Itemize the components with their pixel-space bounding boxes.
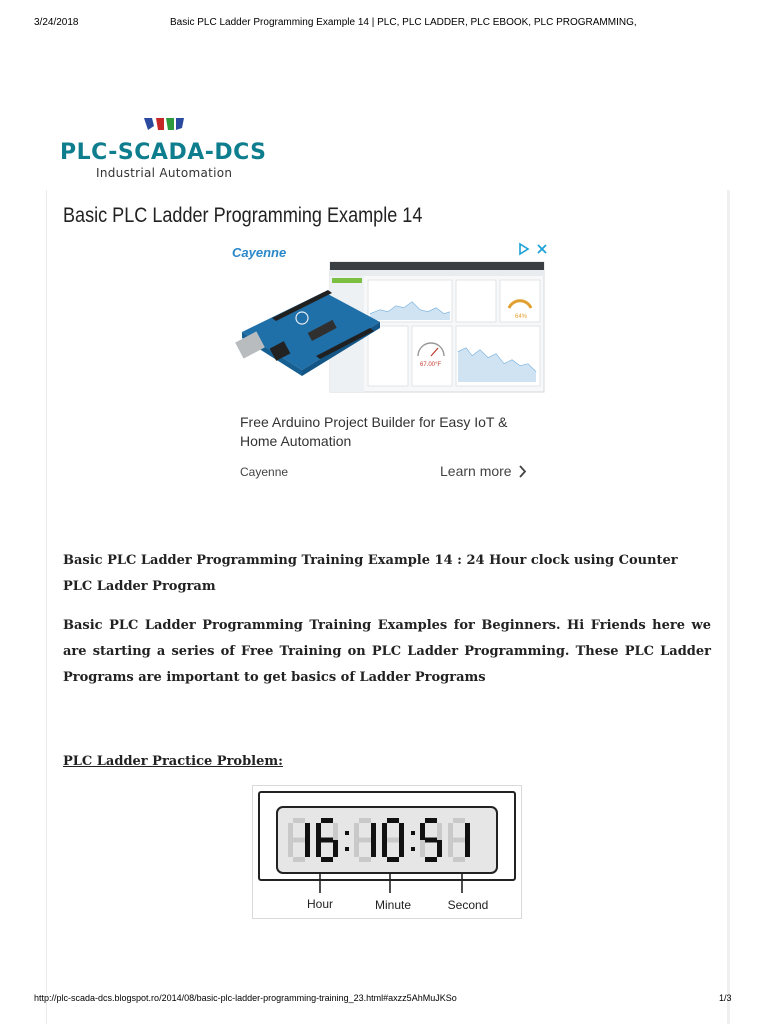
segment-on [399,823,404,840]
segment-off [354,823,359,840]
segment-off [420,840,425,857]
segment-on [425,818,437,823]
segment-off [288,823,293,840]
segment-off [359,818,371,823]
segment-off [437,823,442,840]
segment-off [333,823,338,840]
clock-label-second: Second [447,898,489,912]
clock-label-hour: Hour [306,897,334,911]
print-page-title: Basic PLC Ladder Programming Example 14 | PLC, PLC LADDER, PLC EBOOK, PLC PROGRAMMING, [170,17,637,28]
segment-off [387,838,399,843]
segment-off [453,857,465,862]
segment-on [437,840,442,857]
ad-headline[interactable]: Free Arduino Project Builder for Easy IoT & Home Automation [240,414,508,449]
segment-on [371,840,376,857]
section-heading: PLC Ladder Practice Problem: [63,754,283,769]
segment-on [387,818,399,823]
print-url[interactable]: http://plc-scada-dcs.blogspot.ro/2014/08/basic-plc-ladder-programming-training_23.html#axzz5AhMuJKSo [34,993,457,1003]
clock-colon-dot [345,831,349,835]
segment-on [420,823,425,840]
segment-on [387,857,399,862]
clock-colon-dot [411,831,415,835]
print-header [0,0,768,40]
clock-label-minute: Minute [374,898,412,912]
post-title: Basic PLC Ladder Programming Example 14 [63,204,423,227]
segment-on [321,857,333,862]
segment-on [465,840,470,857]
segment-on [333,840,338,857]
print-footer [0,990,768,1010]
post-intro-paragraph: Basic PLC Ladder Programming Training Examples for Beginners. Hi Friends here we are starting a series of Free Training on PLC Ladder Programming. These PLC Ladder Programs are important to get basics of Ladder Programs [63,618,711,685]
ad-learn-more-label: Learn more [440,463,512,479]
segment-on [305,840,310,857]
logo-tagline: Industrial Automation [96,166,233,180]
segment-on [305,823,310,840]
segment-on [382,840,387,857]
print-page-number: 1/3 [719,993,732,1003]
ad-source: Cayenne [240,465,289,479]
segment-off [288,840,293,857]
segment-off [448,840,453,857]
gauge-2-readout: 67.00°F [420,362,442,368]
clock-display-figure [252,785,522,919]
segment-on [425,857,437,862]
segment-on [465,823,470,840]
segment-off [359,857,371,862]
segment-on [316,840,321,857]
segment-on [399,840,404,857]
logo-mark-icon [144,118,198,132]
ad-learn-more-link[interactable] [440,463,527,479]
segment-on [321,838,333,843]
segment-off [293,838,305,843]
clock-colon-dot [411,847,415,851]
segment-on [321,818,333,823]
segment-off [354,840,359,857]
segment-on [316,823,321,840]
site-logo[interactable] [58,118,288,188]
segment-off [453,818,465,823]
segment-on [382,823,387,840]
ad-product-image[interactable] [232,252,546,402]
clock-colon-dot [345,847,349,851]
chevron-right-icon [518,465,527,478]
ad-brand: Cayenne [232,245,287,260]
print-date: 3/24/2018 [34,17,79,28]
segment-off [293,818,305,823]
segment-off [448,823,453,840]
advertisement[interactable] [226,238,552,498]
segment-off [293,857,305,862]
post-intro-heading: Basic PLC Ladder Programming Training Example 14 : 24 Hour clock using Counter PLC Ladder Program [63,553,678,594]
gauge-1-readout: 64% [515,314,528,320]
segment-off [359,838,371,843]
segment-on [425,838,437,843]
logo-brand-text: PLC-SCADA-DCS [60,140,267,165]
segment-on [371,823,376,840]
segment-off [453,838,465,843]
